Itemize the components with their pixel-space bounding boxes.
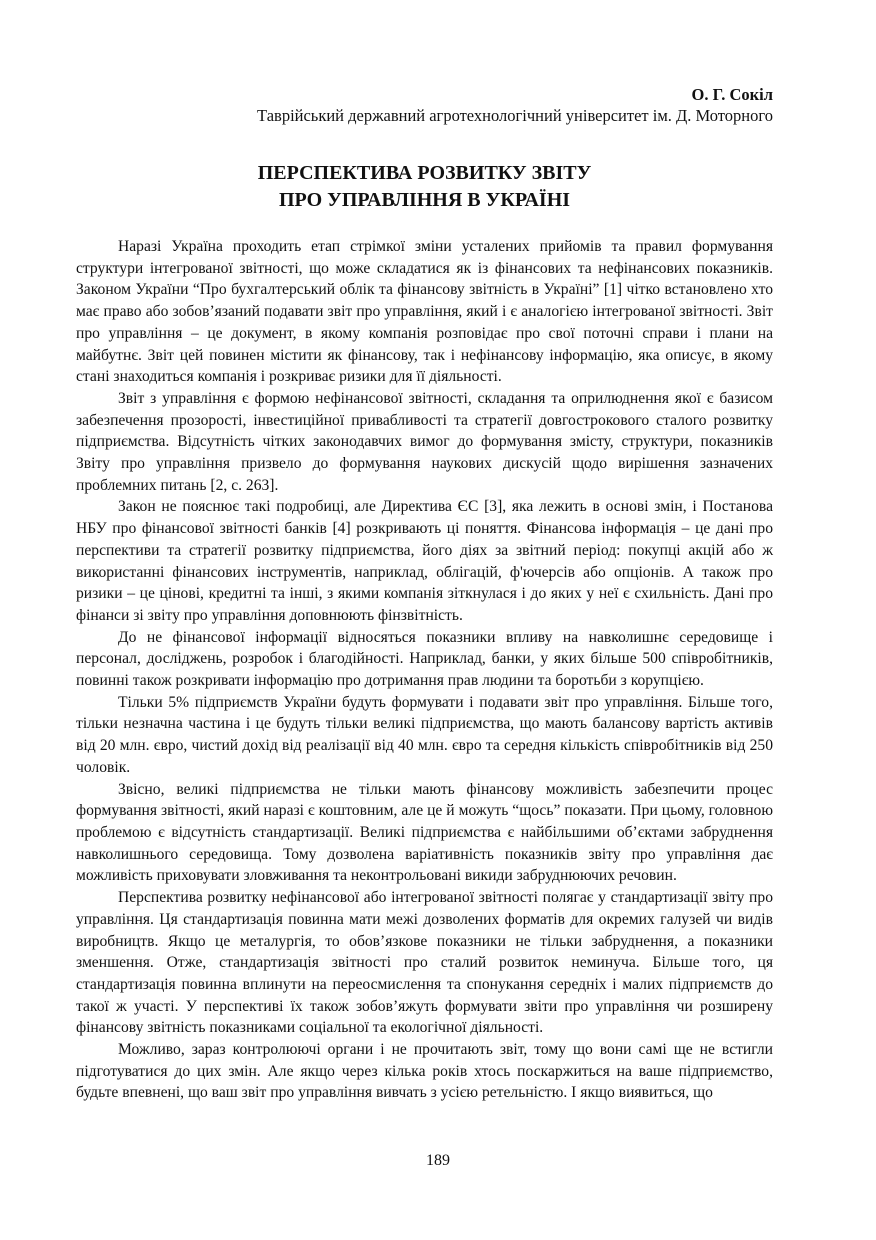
title-line-1: ПЕРСПЕКТИВА РОЗВИТКУ ЗВІТУ <box>257 162 592 184</box>
document-page <box>76 84 773 1104</box>
paragraph: Звіт з управління є формою нефінансової звітності, складання та оприлюднення якої є базисом забезпечення прозорості, інвестиційної привабливості та стратегії довгострокового сталого розвитку підприємства. Відсутність чітких законодавчих вимог до формування змісту, структури, показників Звіту про управління призвело до формування наукових дискусій щодо вирішення зазначених проблемних питань [2, с. 263]. <box>76 389 773 494</box>
article-body <box>76 236 773 1104</box>
paragraph: Звісно, великі підприємства не тільки мають фінансову можливість забезпечити процес формування звітності, який наразі є коштовним, але це й можуть “щось” показати. При цьому, головною проблемою є відсутність стандартизації. Великі підприємства є найбільшими об’єктами забруднення навколишнього середовища. Тому дозволена варіативність показників звіту про управління дає можливість приховувати зловживання та неконтрольовані викиди забруднюючих речовин. <box>76 780 773 885</box>
paragraph: Перспектива розвитку нефінансової або інтегрованої звітності полягає у стандартизації звіту про управління. Ця стандартизація повинна мати межі дозволених форматів для окремих галузей чи видів виробництв. Якщо це металургія, то обов’язкове показники не тільки забруднення, а показники зменшення. Отже, стандартизація звітності про сталий розвиток неминуча. Більше того, ця стандартизація повинна вплинути на переосмислення та спонукання середніх і малих підприємств до такої ж участі. У перспективі їх також зобов’яжуть формувати звіти про управління чи розширену фінансову звітність показниками соціальної та екологічної діяльності. <box>76 889 773 1037</box>
paragraph: До не фінансової інформації відносяться показники впливу на навколишнє середовище і персонал, досліджень, розробок і благодійності. Наприклад, банки, у яких більше 500 співробітників, повинні також розкривати інформацію про дотримання прав людини та боротьби з корупцією. <box>76 628 773 690</box>
paragraph: Тільки 5% підприємств України будуть формувати і подавати звіт про управління. Більше того, тільки незначна частина і це будуть тільки великі підприємства, що мають балансову вартість активів від 20 млн. євро, чистий дохід від реалізації від 40 млн. євро та середня кількість співробітників від 250 чоловік. <box>76 693 773 776</box>
paragraph: Наразі Україна проходить етап стрімкої зміни усталених прийомів та правил формування структури інтегрованої звітності, що може складатися як із фінансових та нефінансових показників. Законом України “Про бухгалтерський облік та фінансову звітність в Україні” [1] чітко встановлено хто має право або зобов’язаний подавати звіт про управління, який і є аналогією інтегрованої звітності. Звіт про управління – це документ, в якому компанія розповідає про свої поточні справи і плани на майбутнє. Звіт цей повинен містити як фінансову, так і нефінансову інформацію, яка описує, в якому стані знаходиться компанія і розкриває ризики для її діяльності. <box>76 238 773 386</box>
article-title <box>76 160 773 214</box>
page-number: 189 <box>426 1152 450 1169</box>
paragraph: Закон не пояснює такі подробиці, але Директива ЄС [3], яка лежить в основі змін, і Постанова НБУ про фінансової звітності банків [4] розкривають ці поняття. Фінансова інформація – це дані про перспективи та стратегії розвитку підприємства, його діях за звітний період: покупці акцій або ж використанні фінансових інструментів, наприклад, облігацій, ф'ючерсів або опціонів. А також про ризики – це цінові, кредитні та інші, з якими компанія зіткнулася і до яких у неї є схильність. Дані про фінанси зі звіту про управління доповнюють фінзвітність. <box>76 498 773 624</box>
title-line-2: ПРО УПРАВЛІННЯ В УКРАЇНІ <box>278 189 571 211</box>
author-affiliation: Таврійський державний агротехнологічний університет ім. Д. Моторного <box>257 106 773 125</box>
author-name: О. Г. Сокіл <box>691 85 773 104</box>
paragraph: Можливо, зараз контролюючі органи і не прочитають звіт, тому що вони самі ще не встигли підготуватися до цих змін. Але якщо через кілька років хтось поскаржиться на ваше підприємство, будьте впевнені, що ваш звіт про управління вивчать з усією ретельністю. І якщо виявиться, що <box>76 1041 773 1102</box>
